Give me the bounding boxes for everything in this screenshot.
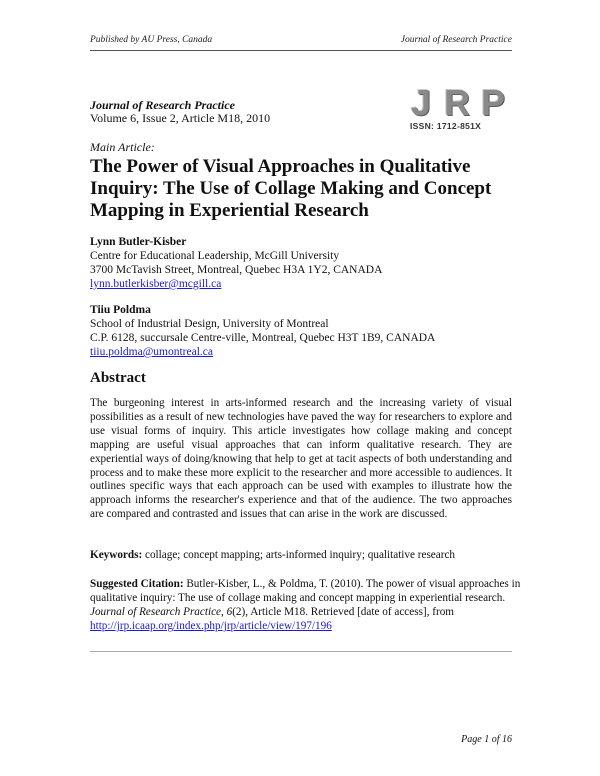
header-divider [90,50,512,51]
citation-label: Suggested Citation: [90,578,184,590]
citation-journal: Journal of Research Practice [90,606,221,618]
author-affiliation: Centre for Educational Leadership, McGill University [90,250,340,262]
author-address: 3700 McTavish Street, Montreal, Quebec H3A 1Y2, CANADA [90,264,383,276]
abstract-text: The burgeoning interest in arts-informed research and the increasing variety of visual possibilities as a result of new technologies have paved the way for researchers to explore and use visual forms of inquiry. This article investigates how collage making and concept mapping are useful visual approaches that can inform qualitative research. They are experiential ways of doing/knowing that help to get at tacit aspects of both understanding and process and to make these more explicit to the researcher and more accessible to audiences. It outlines specific ways that each approach can be used with examples to illustrate how the approach informs the researcher's experience and that of the audience. The two approaches are compared and contrasted and issues that can arise in the work are discussed. [90,397,512,521]
citation-text: Butler-Kisber, L., & Poldma, T. (2010). The power of visual approaches in qualitative inquiry: The use of collage making and concept mapping in experiential research. [90,578,521,604]
article-type-label: Main Article: [90,140,155,154]
author-block-1 [90,235,382,291]
author-email-link[interactable]: tiiu.poldma@umontreal.ca [90,346,214,358]
citation-volume: 6 [226,606,233,618]
suggested-citation: Suggested Citation: Butler-Kisber, L., & Poldma, T. (2010). The power of visual approaches in qualitative inquiry: The use of collage making and concept mapping in experiential research. Journal of Research Practice, 6(2), Article M18. Retrieved [date of access], from http://jrp.icaap.org/index.php/jrp/article/view/197/196 [90,578,521,632]
author-name: Tiiu Poldma [90,304,151,316]
logo-letter-r: R [444,82,470,123]
keywords-label: Keywords: [90,549,143,561]
abstract-heading: Abstract [90,370,146,386]
citation-text-after: (2), Article M18. Retrieved [date of access], from [232,606,454,618]
article-title: The Power of Visual Approaches in Qualitative Inquiry: The Use of Collage Making and Concept Mapping in Experiential Research [90,156,492,221]
logo-letter-p: P [480,82,505,123]
jrp-logo [405,82,512,136]
header-journal: Journal of Research Practice [400,35,512,45]
author-email-link[interactable]: lynn.butlerkisber@mcgill.ca [90,278,222,290]
page-number: Page 1 of 16 [461,734,512,745]
bottom-divider [90,651,512,652]
author-name: Lynn Butler-Kisber [90,236,187,248]
keywords-text: collage; concept mapping; arts-informed inquiry; qualitative research [145,549,456,561]
header-publisher: Published by AU Press, Canada [90,35,213,45]
author-address: C.P. 6128, succursale Centre-ville, Montreal, Quebec H3T 1B9, CANADA [90,332,436,344]
logo-letter-j: J [410,82,432,123]
author-affiliation: School of Industrial Design, University of Montreal [90,318,329,330]
logo-issn: ISSN: 1712-851X [410,121,482,131]
journal-volume: Volume 6, Issue 2, Article M18, 2010 [90,111,271,125]
citation-url-link[interactable]: http://jrp.icaap.org/index.php/jrp/article/view/197/196 [90,620,332,632]
author-block-2 [90,303,435,359]
keywords [90,549,512,561]
journal-name: Journal of Research Practice [90,98,235,112]
